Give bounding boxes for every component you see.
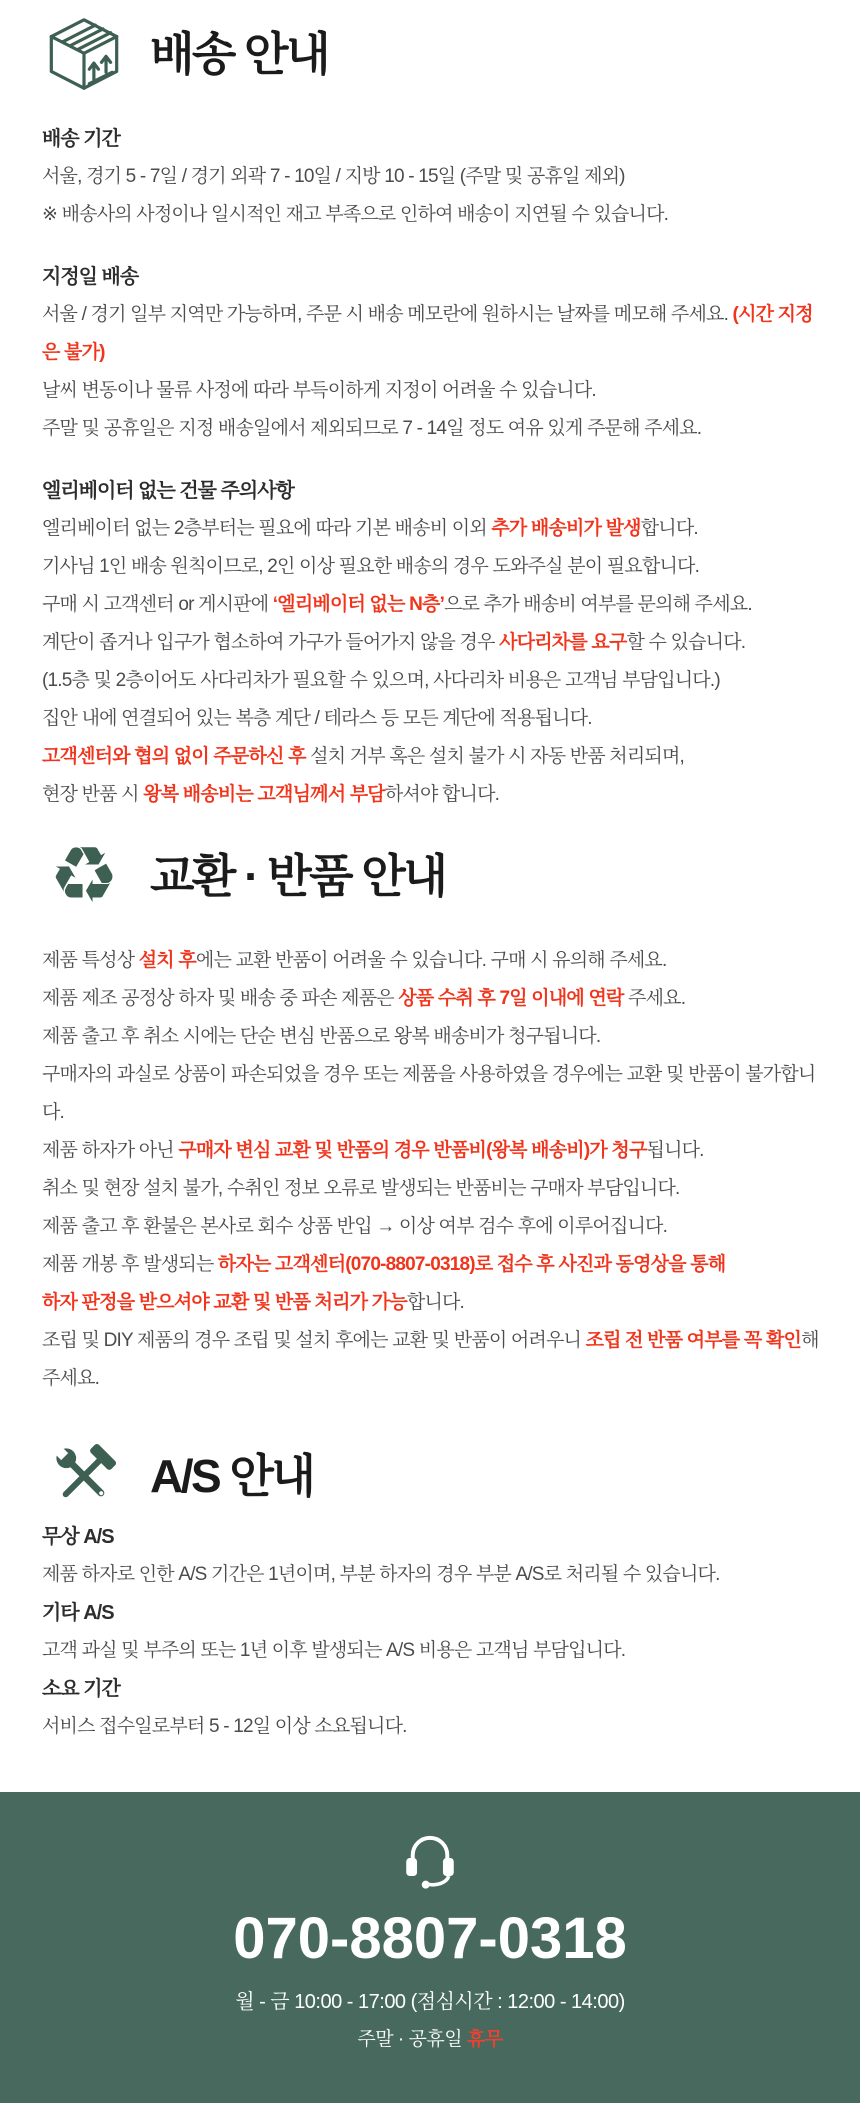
info-line: 고객 과실 및 부주의 또는 1년 이후 발생되는 A/S 비용은 고객님 부담입니다. [42,1640,626,1661]
info-line: 취소 및 현장 설치 불가, 수취인 정보 오류로 발생되는 반품비는 구매자 부담입니다. [42,1178,680,1199]
info-line: 제품 특성상 설치 후에는 교환 반품이 어려울 수 있습니다. 구매 시 유의해 주세요. [42,950,667,971]
info-block [42,1670,830,1746]
info-line: 제품 하자가 아닌 구매자 변심 교환 및 반품의 경우 반품비(왕복 배송비)가 청구됩니다. [42,1140,704,1161]
cs-business-hours: 월 - 금 10:00 - 17:00 (점심시간 : 12:00 - 14:00) [235,1990,625,2013]
cs-phone-number: 070-8807-0318 [233,1906,627,1971]
recycle-icon: ♻ [49,831,119,921]
info-line: (1.5층 및 2층이어도 사다리차가 필요할 수 있으며, 사다리차 비용은 고객님 부담입니다.) [42,670,720,691]
info-line: 서울 / 경기 일부 지역만 가능하며, 주문 시 배송 메모란에 원하시는 날짜를 메모해 주세요. (시간 지정은 불가) [42,304,813,363]
headset-icon [0,1792,860,1899]
section-after-service [0,1434,860,1746]
holiday-label: 주말 · 공휴일 [357,2028,467,2050]
after-service-header [42,1434,830,1518]
block-heading: 무상 A/S [42,1526,114,1548]
section-delivery [0,12,860,814]
exchange-return-header [42,831,830,921]
info-line: ※ 배송사의 사정이나 일시적인 재고 부족으로 인하여 배송이 지연될 수 있습니다. [42,204,669,225]
info-line: 고객센터와 협의 없이 주문하신 후 설치 거부 혹은 설치 불가 시 자동 반품 처리되며, [42,746,685,767]
block-heading: 지정일 배송 [42,266,139,288]
info-block [42,1518,830,1594]
info-line: 서비스 접수일로부터 5 - 12일 이상 소요됩니다. [42,1716,407,1737]
info-line: 현장 반품 시 왕복 배송비는 고객님께서 부담하셔야 합니다. [42,784,500,805]
holiday-closed-label: 휴무 [466,2028,503,2050]
block-heading: 기타 A/S [42,1602,114,1624]
info-line: 제품 하자로 인한 A/S 기간은 1년이며, 부분 하자의 경우 부분 A/S로 처리될 수 있습니다. [42,1564,720,1585]
customer-service-footer [0,1792,860,2103]
box-icon [42,12,126,96]
section-title: 배송 안내 [150,28,329,80]
info-line: 제품 출고 후 환불은 본사로 회수 상품 반입 → 이상 여부 검수 후에 이루어집니다. [42,1216,668,1237]
section-title: 교환 · 반품 안내 [150,850,446,902]
info-line: 하자 판정을 받으셔야 교환 및 반품 처리가 가능합니다. [42,1292,465,1313]
info-line: 주말 및 공휴일은 지정 배송일에서 제외되므로 7 - 14일 정도 여유 있게 주문해 주세요. [42,418,702,439]
section-title: A/S 안내 [150,1450,314,1502]
info-line: 기사님 1인 배송 원칙이므로, 2인 이상 필요한 배송의 경우 도와주실 분이 필요합니다. [42,556,700,577]
info-line: 제품 제조 공정상 하자 및 배송 중 파손 제품은 상품 수취 후 7일 이내에 연락 주세요. [42,988,686,1009]
block-heading: 엘리베이터 없는 건물 주의사항 [42,480,294,502]
info-block [42,942,830,1398]
info-line: 엘리베이터 없는 2층부터는 필요에 따라 기본 배송비 이외 추가 배송비가 발생합니다. [42,518,698,539]
info-line: 집안 내에 연결되어 있는 복층 계단 / 테라스 등 모든 계단에 적용됩니다. [42,708,592,729]
info-block [42,472,830,814]
info-line: 계단이 좁거나 입구가 협소하여 가구가 들어가지 않을 경우 사다리차를 요구할 수 있습니다. [42,632,746,653]
info-line: 서울, 경기 5 - 7일 / 경기 외곽 7 - 10일 / 지방 10 - 15일 (주말 및 공휴일 제외) [42,166,625,187]
block-heading: 소요 기간 [42,1678,120,1700]
info-line: 조립 및 DIY 제품의 경우 조립 및 설치 후에는 교환 및 반품이 어려우니 조립 전 반품 여부를 꼭 확인해 주세요. [42,1330,819,1389]
cs-holiday-notice [0,2024,860,2051]
info-block [42,1594,830,1670]
section-exchange-return [0,831,860,1398]
info-line: 제품 출고 후 취소 시에는 단순 변심 반품으로 왕복 배송비가 청구됩니다. [42,1026,601,1047]
block-heading: 배송 기간 [42,128,120,150]
info-line: 날씨 변동이나 물류 사정에 따라 부득이하게 지정이 어려울 수 있습니다. [42,380,596,401]
info-block [42,258,830,448]
info-line: 구매자의 과실로 상품이 파손되었을 경우 또는 제품을 사용하였을 경우에는 교환 및 반품이 불가합니다. [42,1064,816,1123]
info-line: 구매 시 고객센터 or 게시판에 ‘엘리베이터 없는 N층’으로 추가 배송비 여부를 문의해 주세요. [42,594,752,615]
info-line: 제품 개봉 후 발생되는 하자는 고객센터(070-8807-0318)로 접수 후 사진과 동영상을 통해 [42,1254,726,1275]
delivery-header [42,12,830,96]
info-block [42,120,830,234]
tools-icon [42,1434,126,1518]
